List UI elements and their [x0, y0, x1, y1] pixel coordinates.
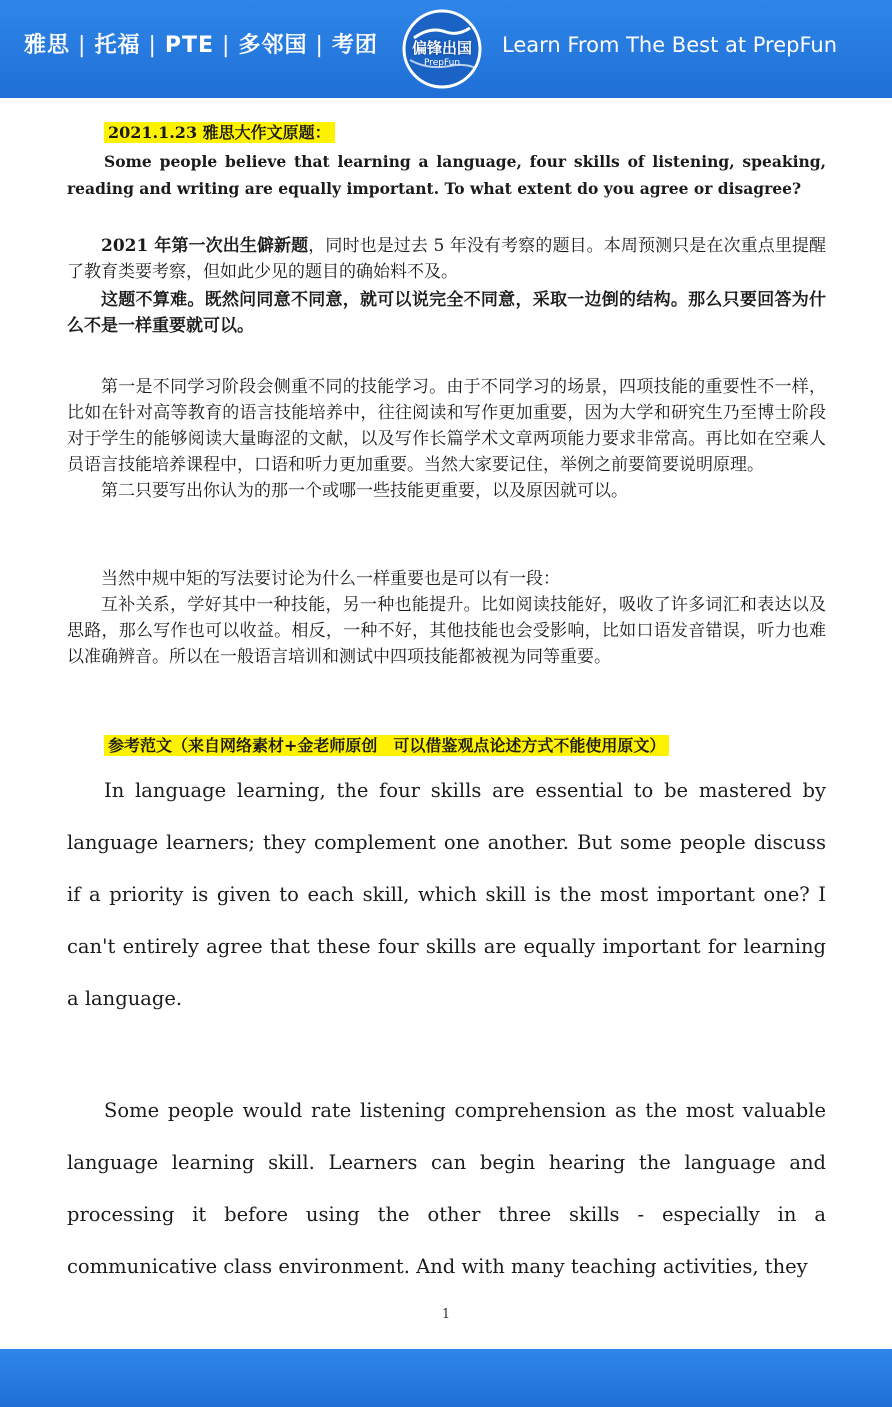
nav-item-group[interactable]: 考团: [331, 33, 378, 58]
moderate-intro-text: 当然中规中矩的写法要讨论为什么一样重要也是可以有一段：: [101, 569, 560, 589]
separator: |: [315, 33, 324, 58]
intro-paragraph: [67, 233, 826, 285]
nav-item-ielts[interactable]: 雅思: [24, 33, 71, 58]
sample-essay-title: [104, 733, 863, 756]
essay-paragraph-1: [67, 765, 826, 1025]
page-number: 1: [441, 1307, 451, 1322]
sample-essay-title-text: 参考范文（来自网络素材+金老师原创 可以借鉴观点论述方式不能使用原文）: [104, 735, 669, 756]
slogan: Learn From The Best at PrepFun: [502, 33, 838, 57]
exam-nav: [24, 28, 378, 59]
essay-paragraph-1-text: In language learning, the four skills are essential to be mastered by language learners; they complement one another. But some people discuss if a priority is given to each skill, which skill is the most important one? I can't entirely agree that these four skills are equally important for learning a language.: [67, 779, 826, 1010]
separator: |: [78, 33, 87, 58]
footer-bar: [0, 1349, 892, 1407]
strategy-paragraph: [67, 287, 826, 339]
separator: |: [148, 33, 157, 58]
header-banner: [0, 0, 892, 98]
point-first-text: 第一是不同学习阶段会侧重不同的技能学习。由于不同学习的场景，四项技能的重要性不一样，比如在针对高等教育的语言技能培养中，往往阅读和写作更加重要，因为大学和研究生乃至博士阶段对于学生的能够阅读大量晦涩的文献，以及写作长篇学术文章两项能力要求非常高。再比如在空乘人员语言技能培养课程中，口语和听力更加重要。当然大家要记住，举例之前要简要说明原理。: [67, 377, 826, 475]
separator: |: [222, 33, 231, 58]
points-paragraphs: [67, 374, 826, 504]
intro-text: ，同时也是过去 5 年没有考察的题目。本周预测只是在次重点里提醒了教育类要考察，但如此少见的题目的确始料不及。: [67, 236, 827, 282]
nav-item-duolingo[interactable]: 多邻国: [238, 33, 308, 58]
essay-paragraph-2: [67, 1085, 826, 1293]
point-second-text: 第二只要写出你认为的那一个或哪一些技能更重要，以及原因就可以。: [101, 481, 628, 501]
intro-bold-text: 2021 年第一次出生僻新题: [101, 236, 309, 256]
essay-question: [67, 148, 826, 202]
nav-item-pte[interactable]: PTE: [164, 33, 215, 58]
strategy-text: 这题不算难。既然问同意不同意，就可以说完全不同意，采取一边倒的结构。那么只要回答为什么不是一样重要就可以。: [67, 290, 826, 336]
moderate-body-text: 互补关系，学好其中一种技能，另一种也能提升。比如阅读技能好，吸收了许多词汇和表达以及思路，那么写作也可以收益。相反，一种不好，其他技能也会受影响，比如口语发音错误，听力也难以准确辨音。所以在一般语言培训和测试中四项技能都被视为同等重要。: [67, 595, 826, 667]
prompt-title: [104, 120, 863, 143]
moderate-approach-paragraphs: [67, 566, 826, 670]
essay-question-text: Some people believe that learning a language, four skills of listening, speaking, reading and writing are equally important. To what extent do you agree or disagree?: [67, 152, 826, 198]
nav-item-toefl[interactable]: 托福: [94, 33, 141, 58]
prompt-title-text: 2021.1.23 雅思大作文原题：: [104, 122, 335, 143]
essay-paragraph-2-text: Some people would rate listening comprehension as the most valuable language learning skill. Learners can begin hearing the language and processing it before using the other three skills - especially in a communicative class environment. And with many teaching activities, they: [67, 1099, 826, 1278]
logo-text: 偏锋出国: [411, 39, 472, 57]
logo-subtext: PrepFun: [423, 58, 461, 68]
